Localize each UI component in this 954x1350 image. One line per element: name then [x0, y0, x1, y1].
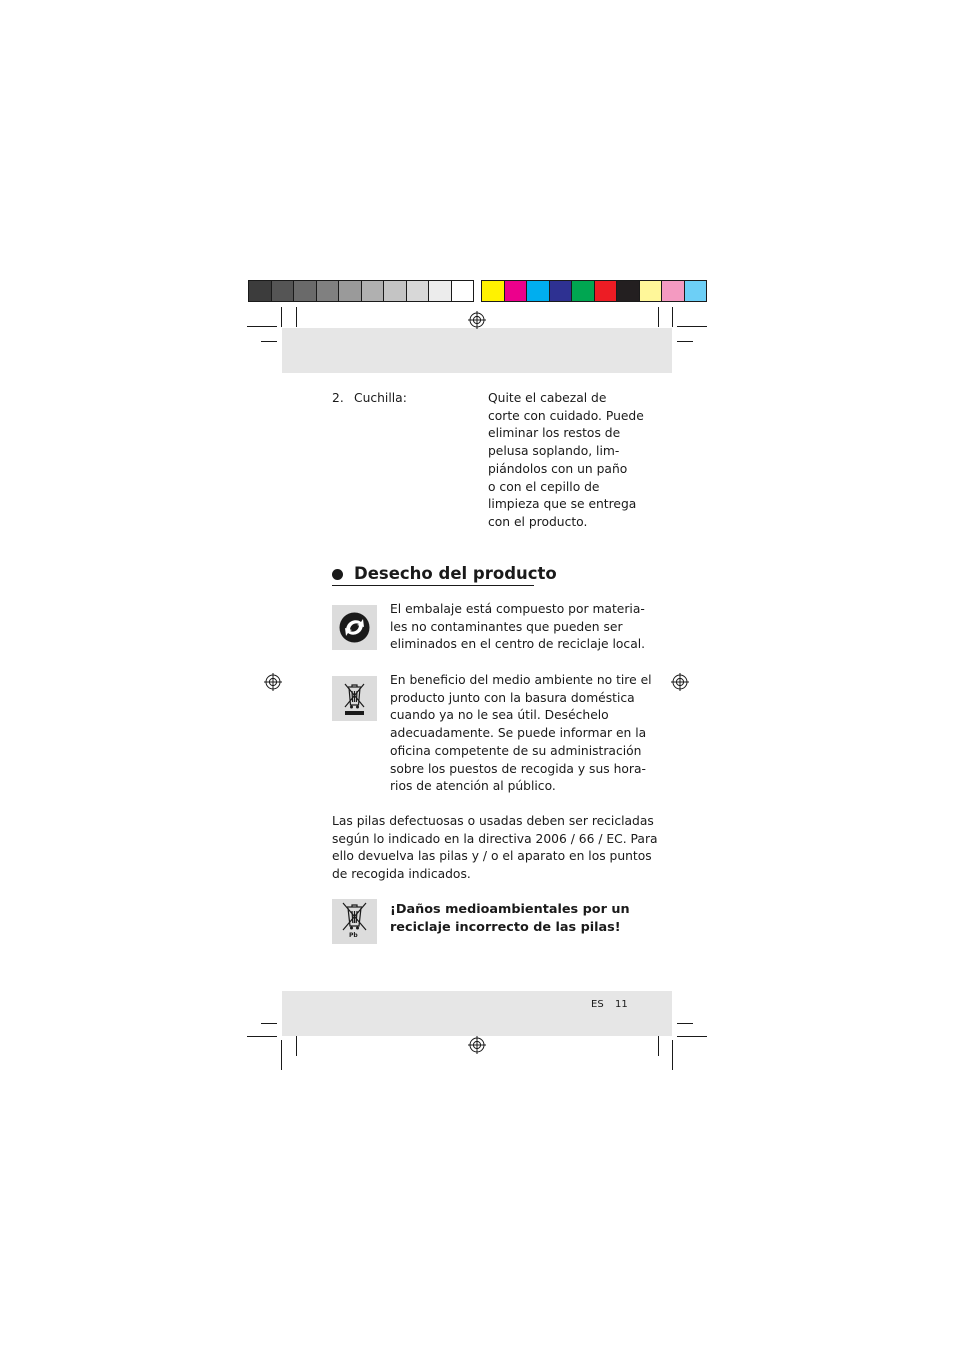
warning-text — [390, 901, 630, 936]
gray-swatch — [428, 280, 452, 302]
crop-mark — [677, 1036, 707, 1037]
crossed-bin-icon-box — [332, 676, 377, 721]
crop-mark — [261, 1023, 277, 1024]
blade-description — [488, 390, 644, 532]
crossed-bin-pb-icon-box — [332, 899, 377, 944]
registration-mark-icon — [264, 673, 282, 691]
color-swatch — [639, 280, 663, 302]
text-line: adecuadamente. Se puede informar en la — [390, 726, 647, 741]
bullet-icon — [332, 569, 343, 580]
text-line: con el producto. — [488, 514, 588, 529]
text-line: rios de atención al público. — [390, 779, 556, 794]
text-line: limpieza que se entrega — [488, 497, 637, 512]
text-line: de recogida indicados. — [332, 867, 471, 882]
text-line: cuando ya no le sea útil. Deséchelo — [390, 708, 609, 723]
text-line: eliminados en el centro de reciclaje local. — [390, 637, 646, 652]
text-line: según lo indicado en la directiva 2006 / 66 / EC. Para — [332, 831, 658, 846]
color-swatch — [504, 280, 528, 302]
crop-mark — [677, 326, 707, 327]
registration-mark-icon — [468, 311, 486, 329]
color-swatch — [616, 280, 640, 302]
text-line: piándolos con un paño — [488, 461, 628, 476]
crop-mark — [672, 1040, 673, 1070]
crop-mark — [247, 1036, 277, 1037]
weee-text — [390, 672, 652, 796]
blade-label: Cuchilla: — [354, 391, 407, 405]
text-line: El embalaje está compuesto por materia- — [390, 602, 645, 616]
gray-swatch — [338, 280, 362, 302]
gray-swatch — [293, 280, 317, 302]
color-swatch — [481, 280, 505, 302]
text-line: pelusa soplando, lim- — [488, 444, 620, 459]
crop-mark — [261, 341, 277, 342]
text-line: Las pilas defectuosas o usadas deben ser recicladas — [332, 814, 654, 828]
recycle-icon-box — [332, 605, 377, 650]
recycle-icon — [332, 605, 377, 650]
blade-number: 2. — [332, 391, 344, 405]
crop-mark — [677, 341, 693, 342]
gray-swatch — [383, 280, 407, 302]
crop-mark — [281, 307, 282, 327]
packaging-text — [390, 601, 645, 654]
color-swatch — [549, 280, 573, 302]
section-underline — [332, 585, 534, 586]
gray-swatch — [361, 280, 385, 302]
page-number: 11 — [615, 999, 628, 1010]
text-line: En beneficio del medio ambiente no tire el — [390, 673, 652, 687]
crop-mark — [281, 1040, 282, 1070]
text-line: ello devuelva las pilas y / o el aparato en los puntos — [332, 849, 652, 864]
gray-swatch — [451, 280, 475, 302]
footer-language: ES — [591, 999, 604, 1010]
gray-swatch — [316, 280, 340, 302]
gray-swatch — [271, 280, 295, 302]
color-swatch — [594, 280, 618, 302]
text-line: producto junto con la basura doméstica — [390, 690, 635, 705]
color-swatch — [684, 280, 708, 302]
text-line: oficina competente de su administración — [390, 743, 642, 758]
text-line: Quite el cabezal de — [488, 391, 607, 405]
color-swatch — [661, 280, 685, 302]
crop-mark — [672, 307, 673, 327]
warning-line: ¡Daños medioambientales por un — [390, 902, 630, 917]
crossed-bin-icon — [332, 676, 377, 721]
text-line: o con el cepillo de — [488, 479, 600, 494]
color-swatch — [526, 280, 550, 302]
crop-mark — [677, 1023, 693, 1024]
text-line: les no contaminantes que pueden ser — [390, 619, 623, 634]
gray-swatch — [406, 280, 430, 302]
text-line: corte con cuidado. Puede — [488, 408, 644, 423]
registration-mark-icon — [468, 1036, 486, 1054]
text-line: eliminar los restos de — [488, 426, 621, 441]
gray-swatch — [248, 280, 272, 302]
batteries-text — [332, 813, 658, 884]
pb-label: Pb — [349, 932, 358, 939]
section-title: Desecho del producto — [354, 564, 557, 583]
header-band — [282, 328, 672, 373]
footer-band — [282, 991, 672, 1036]
color-swatch — [571, 280, 595, 302]
registration-mark-icon — [671, 673, 689, 691]
warning-line: reciclaje incorrecto de las pilas! — [390, 919, 621, 935]
crop-mark — [658, 307, 659, 327]
crop-mark — [296, 307, 297, 327]
crop-mark — [247, 326, 277, 327]
text-line: sobre los puestos de recogida y sus hora- — [390, 761, 646, 776]
